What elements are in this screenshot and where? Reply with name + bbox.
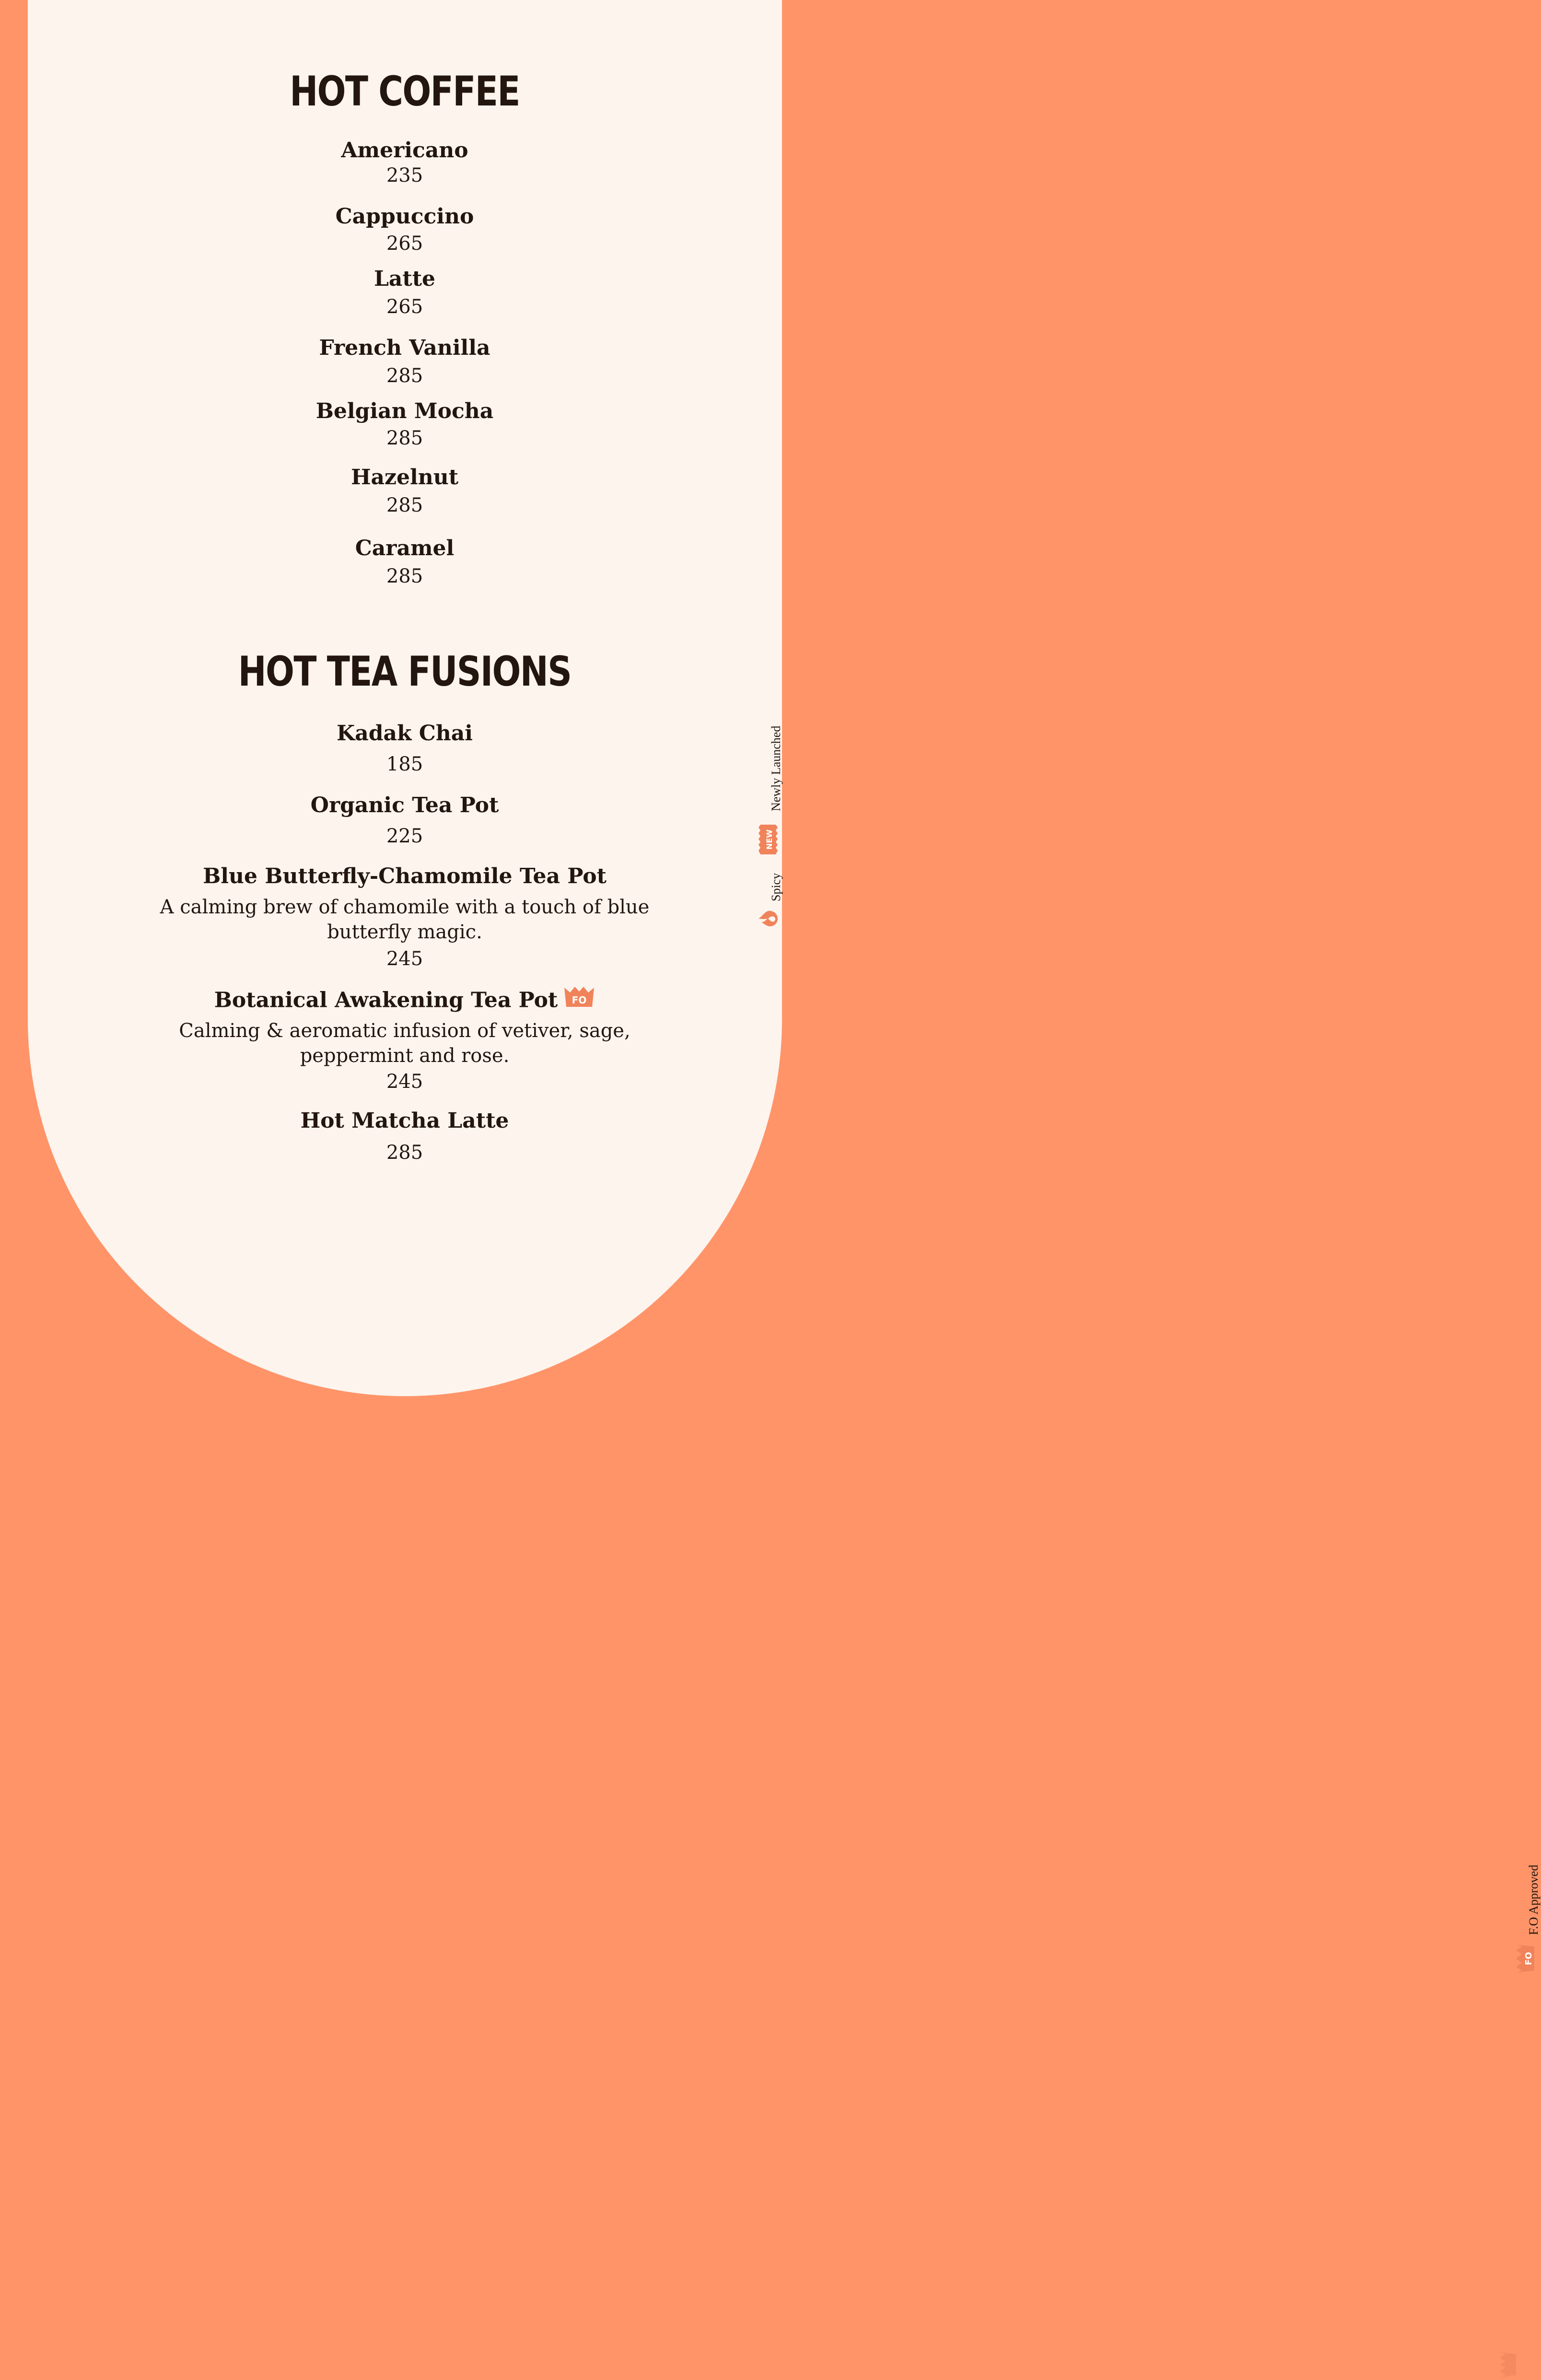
legend-label-fo-approved: F.O Approved: [1527, 1865, 1541, 1935]
menu-item-name: Cappuccino: [335, 204, 474, 229]
menu-item-price: 245: [386, 1071, 423, 1093]
menu-item-price: 265: [386, 296, 423, 318]
menu-item-name-with-badge: [0, 989, 809, 1015]
menu-item-description: A calming brew of chamomile with a touch of blue: [160, 896, 650, 918]
menu-item-price: 185: [386, 753, 423, 775]
menu-item-name: Kadak Chai: [336, 721, 473, 746]
menu-item-name: Botanical Awakening Tea Pot: [214, 988, 558, 1013]
menu-item-name: Americano: [341, 138, 468, 163]
new-badge-text: NEW: [765, 829, 774, 850]
menu-item-name: Hot Matcha Latte: [300, 1108, 509, 1133]
menu-item-price: 285: [386, 494, 423, 516]
menu-item-name: French Vanilla: [319, 336, 490, 360]
menu-item-price: 285: [386, 365, 423, 387]
menu-item-name: Caramel: [355, 536, 455, 560]
menu-item-name: Latte: [374, 267, 436, 291]
menu-item-price: 235: [386, 164, 423, 187]
menu-item-price: 285: [386, 565, 423, 587]
menu-item-name: Belgian Mocha: [315, 399, 494, 423]
new-badge-icon: [758, 824, 779, 857]
section-title-hot-tea-fusions: HOT TEA FUSIONS: [238, 648, 572, 696]
menu-item-name: Organic Tea Pot: [310, 793, 499, 817]
fo-approved-icon: [563, 986, 595, 1012]
menu-item-price: 285: [386, 1142, 423, 1164]
section-title-hot-coffee: HOT COFFEE: [290, 68, 520, 116]
legend-label-spicy: Spicy: [769, 873, 783, 901]
flame-icon: [758, 908, 1541, 1965]
fo-legend-badge-text: FO: [1524, 1952, 1534, 1965]
menu-item-price: 225: [386, 825, 423, 847]
legend-label-newly-launched: Newly Launched: [769, 725, 783, 811]
menu-item-price: 245: [386, 948, 423, 970]
menu-item-description: butterfly magic.: [327, 921, 482, 943]
menu-item-name: Hazelnut: [350, 465, 459, 490]
fo-watermark-icon: [1499, 2351, 1518, 2380]
menu-item-price: 265: [386, 233, 423, 255]
fo-crown-icon: [1515, 1944, 1536, 1975]
menu-item-price: 285: [386, 427, 423, 449]
menu-item-name: Blue Butterfly-Chamomile Tea Pot: [203, 864, 607, 888]
menu-item-description: peppermint and rose.: [300, 1045, 510, 1067]
menu-item-description: Calming & aeromatic infusion of vetiver, sage,: [179, 1020, 630, 1042]
fo-badge-text: FO: [572, 994, 587, 1006]
